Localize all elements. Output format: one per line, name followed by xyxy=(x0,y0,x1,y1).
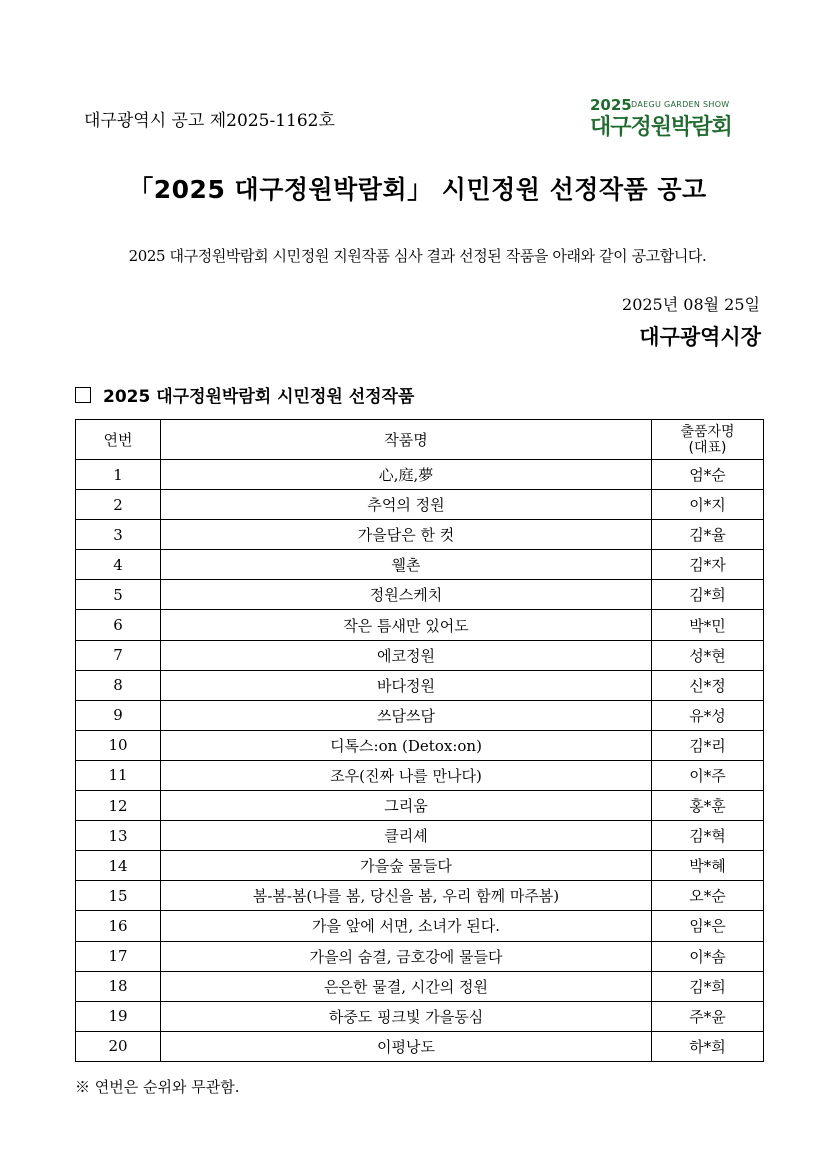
row-number-cell: 11 xyxy=(76,760,161,790)
artist-name-cell: 이*지 xyxy=(652,490,764,520)
work-title-cell: 그리움 xyxy=(161,791,652,821)
row-number-cell: 4 xyxy=(76,550,161,580)
page-title: 「2025 대구정원박람회」 시민정원 선정작품 공고 xyxy=(128,175,707,204)
row-number-cell: 3 xyxy=(76,520,161,550)
table-row xyxy=(76,730,764,760)
work-title-cell: 디톡스:on (Detox:on) xyxy=(161,730,652,760)
row-number-cell: 15 xyxy=(76,881,161,911)
intro-text: 2025 대구정원박람회 시민정원 지원작품 심사 결과 선정된 작품을 아래와 같이 공고합니다. xyxy=(128,247,707,265)
table-row xyxy=(76,881,764,911)
checkbox-square-icon xyxy=(75,387,91,403)
table-header-row xyxy=(76,420,764,460)
artist-name-cell: 김*혁 xyxy=(652,821,764,851)
artist-name-cell: 성*현 xyxy=(652,640,764,670)
work-title-cell: 가을숲 물들다 xyxy=(161,851,652,881)
table-row xyxy=(76,941,764,971)
artist-name-cell: 하*희 xyxy=(652,1031,764,1061)
artist-name-cell: 오*순 xyxy=(652,881,764,911)
row-number-cell: 7 xyxy=(76,640,161,670)
row-number-cell: 18 xyxy=(76,971,161,1001)
artist-name-cell: 김*자 xyxy=(652,550,764,580)
table-row xyxy=(76,1031,764,1061)
row-number-cell: 17 xyxy=(76,941,161,971)
artist-name-cell: 김*율 xyxy=(652,520,764,550)
row-number-cell: 10 xyxy=(76,730,161,760)
artist-name-cell: 주*윤 xyxy=(652,1001,764,1031)
garden-show-logo xyxy=(590,96,760,140)
table-row xyxy=(76,670,764,700)
notice-number: 대구광역시 공고 제2025-1162호 xyxy=(84,111,335,131)
work-title-cell: 클리셰 xyxy=(161,821,652,851)
artist-name-cell: 박*민 xyxy=(652,610,764,640)
row-number-cell: 2 xyxy=(76,490,161,520)
table-row xyxy=(76,490,764,520)
work-title-cell: 작은 틈새만 있어도 xyxy=(161,610,652,640)
row-number-cell: 1 xyxy=(76,460,161,490)
row-number-cell: 5 xyxy=(76,580,161,610)
artist-name-cell: 임*은 xyxy=(652,911,764,941)
logo-subtitle: DAEGU GARDEN SHOW xyxy=(631,100,730,109)
artist-name-cell: 엄*순 xyxy=(652,460,764,490)
table-row xyxy=(76,460,764,490)
work-title-cell: 은은한 물결, 시간의 정원 xyxy=(161,971,652,1001)
column-header-no: 연번 xyxy=(76,420,161,460)
logo-name: 대구정원박람회 xyxy=(590,115,732,140)
column-header-artist xyxy=(652,420,764,460)
selected-works-table xyxy=(75,419,764,1062)
table-row xyxy=(76,821,764,851)
artist-name-cell: 이*주 xyxy=(652,760,764,790)
table-row xyxy=(76,1001,764,1031)
issuer-name: 대구광역시장 xyxy=(639,325,761,349)
footnote: ※ 연번은 순위와 무관함. xyxy=(75,1078,240,1096)
work-title-cell: 조우(진짜 나를 만나다) xyxy=(161,760,652,790)
table-row xyxy=(76,580,764,610)
row-number-cell: 13 xyxy=(76,821,161,851)
row-number-cell: 20 xyxy=(76,1031,161,1061)
column-header-artist-line1: 출품자명 xyxy=(680,423,735,440)
work-title-cell: 心,庭,夢 xyxy=(161,460,652,490)
work-title-cell: 쓰담쓰담 xyxy=(161,700,652,730)
artist-name-cell: 이*솜 xyxy=(652,941,764,971)
table-row xyxy=(76,700,764,730)
section-heading xyxy=(75,382,414,407)
table-row xyxy=(76,760,764,790)
work-title-cell: 가을담은 한 컷 xyxy=(161,520,652,550)
column-header-artist-line2: (대표) xyxy=(688,439,727,456)
artist-name-cell: 김*희 xyxy=(652,580,764,610)
row-number-cell: 8 xyxy=(76,670,161,700)
announcement-date: 2025년 08월 25일 xyxy=(622,295,760,314)
work-title-cell: 정원스케치 xyxy=(161,580,652,610)
table-row xyxy=(76,610,764,640)
table-row xyxy=(76,851,764,881)
artist-name-cell: 홍*훈 xyxy=(652,791,764,821)
work-title-cell: 웰촌 xyxy=(161,550,652,580)
artist-name-cell: 김*리 xyxy=(652,730,764,760)
table-row xyxy=(76,550,764,580)
row-number-cell: 6 xyxy=(76,610,161,640)
work-title-cell: 봄-봄-봄(나를 봄, 당신을 봄, 우리 함께 마주봄) xyxy=(161,881,652,911)
row-number-cell: 19 xyxy=(76,1001,161,1031)
section-title: 2025 대구정원박람회 시민정원 선정작품 xyxy=(103,387,415,407)
table-row xyxy=(76,640,764,670)
work-title-cell: 이평낭도 xyxy=(161,1031,652,1061)
work-title-cell: 바다정원 xyxy=(161,670,652,700)
row-number-cell: 12 xyxy=(76,791,161,821)
work-title-cell: 에코정원 xyxy=(161,640,652,670)
column-header-work: 작품명 xyxy=(161,420,652,460)
artist-name-cell: 김*희 xyxy=(652,971,764,1001)
logo-year: 2025 xyxy=(590,96,632,114)
work-title-cell: 가을의 숨결, 금호강에 물들다 xyxy=(161,941,652,971)
table-row xyxy=(76,520,764,550)
table-row xyxy=(76,791,764,821)
table-row xyxy=(76,911,764,941)
row-number-cell: 14 xyxy=(76,851,161,881)
work-title-cell: 추억의 정원 xyxy=(161,490,652,520)
table-row xyxy=(76,971,764,1001)
artist-name-cell: 박*혜 xyxy=(652,851,764,881)
row-number-cell: 9 xyxy=(76,700,161,730)
artist-name-cell: 신*정 xyxy=(652,670,764,700)
work-title-cell: 가을 앞에 서면, 소녀가 된다. xyxy=(161,911,652,941)
work-title-cell: 하중도 핑크빛 가을동심 xyxy=(161,1001,652,1031)
artist-name-cell: 유*성 xyxy=(652,700,764,730)
row-number-cell: 16 xyxy=(76,911,161,941)
